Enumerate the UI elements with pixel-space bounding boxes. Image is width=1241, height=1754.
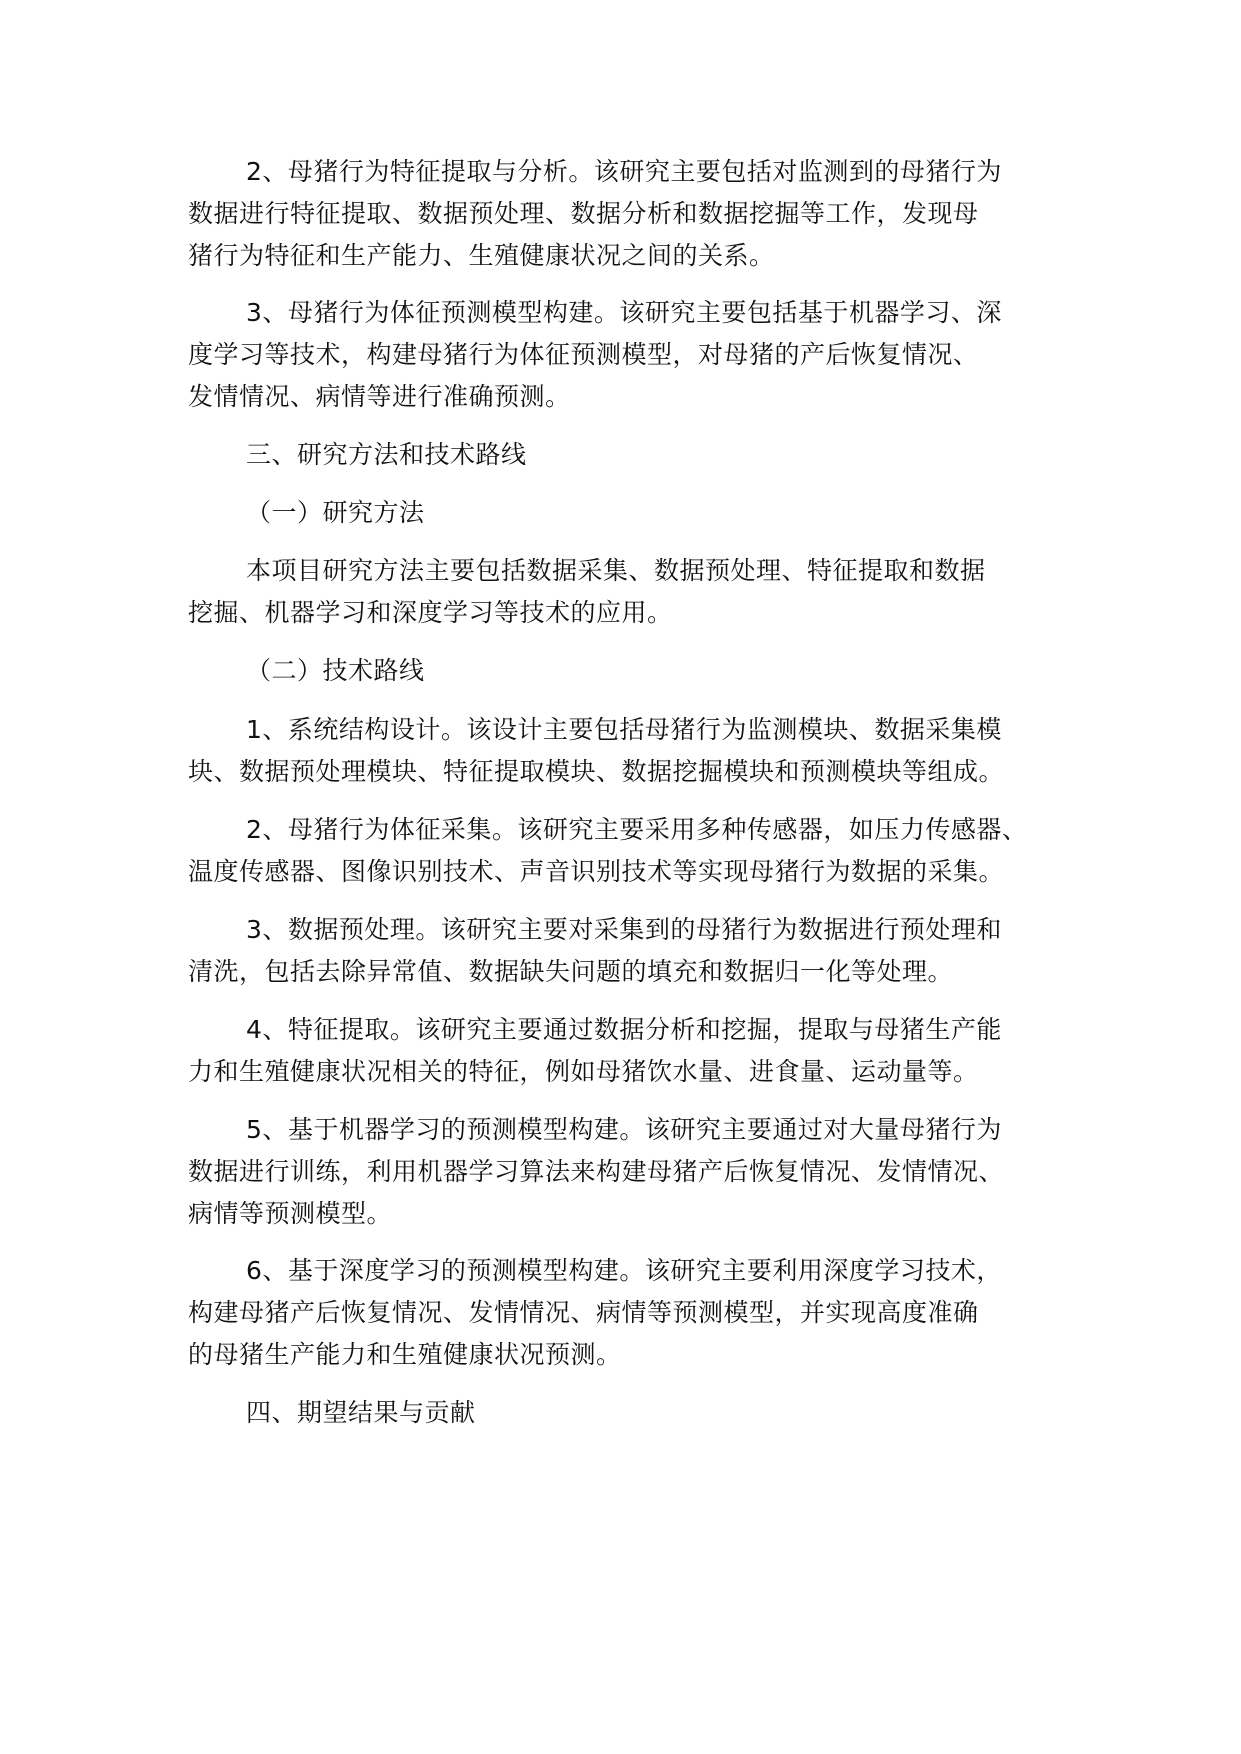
paragraph-line: 2、母猪行为特征提取与分析。该研究主要包括对监测到的母猪行为 <box>246 157 1002 186</box>
paragraph-line: 发情情况、病情等进行准确预测。 <box>188 382 571 411</box>
section-heading: 三、研究方法和技术路线 <box>246 440 527 469</box>
section-heading: 四、期望结果与贡献 <box>246 1398 476 1427</box>
paragraph-line: 温度传感器、图像识别技术、声音识别技术等实现母猪行为数据的采集。 <box>188 857 1005 886</box>
paragraph-line: 本项目研究方法主要包括数据采集、数据预处理、特征提取和数据 <box>246 556 986 585</box>
paragraph-line: 病情等预测模型。 <box>188 1199 393 1228</box>
paragraph-line: 挖掘、机器学习和深度学习等技术的应用。 <box>188 598 673 627</box>
paragraph-line: 3、数据预处理。该研究主要对采集到的母猪行为数据进行预处理和 <box>246 915 1002 944</box>
paragraph-line: 的母猪生产能力和生殖健康状况预测。 <box>188 1340 622 1369</box>
paragraph-line: 度学习等技术，构建母猪行为体征预测模型，对母猪的产后恢复情况、 <box>188 340 979 369</box>
subsection-heading: （二）技术路线 <box>246 656 425 685</box>
paragraph-line: 6、基于深度学习的预测模型构建。该研究主要利用深度学习技术， <box>246 1256 1002 1285</box>
paragraph-line: 3、母猪行为体征预测模型构建。该研究主要包括基于机器学习、深 <box>246 298 1002 327</box>
paragraph-line: 猪行为特征和生产能力、生殖健康状况之间的关系。 <box>188 241 775 270</box>
paragraph-line: 2、母猪行为体征采集。该研究主要采用多种传感器，如压力传感器、 <box>246 815 1028 844</box>
paragraph-line: 数据进行训练，利用机器学习算法来构建母猪产后恢复情况、发情情况、 <box>188 1157 1005 1186</box>
paragraph-line: 清洗，包括去除异常值、数据缺失问题的填充和数据归一化等处理。 <box>188 957 954 986</box>
paragraph-line: 力和生殖健康状况相关的特征，例如母猪饮水量、进食量、运动量等。 <box>188 1057 979 1086</box>
paragraph-line: 4、特征提取。该研究主要通过数据分析和挖掘，提取与母猪生产能 <box>246 1015 1002 1044</box>
paragraph-line: 构建母猪产后恢复情况、发情情况、病情等预测模型，并实现高度准确 <box>188 1298 979 1327</box>
paragraph-line: 块、数据预处理模块、特征提取模块、数据挖掘模块和预测模块等组成。 <box>188 757 1005 786</box>
paragraph-line: 1、系统结构设计。该设计主要包括母猪行为监测模块、数据采集模 <box>246 715 1002 744</box>
subsection-heading: （一）研究方法 <box>246 498 425 527</box>
paragraph-line: 5、基于机器学习的预测模型构建。该研究主要通过对大量母猪行为 <box>246 1115 1002 1144</box>
paragraph-line: 数据进行特征提取、数据预处理、数据分析和数据挖掘等工作，发现母 <box>188 199 979 228</box>
